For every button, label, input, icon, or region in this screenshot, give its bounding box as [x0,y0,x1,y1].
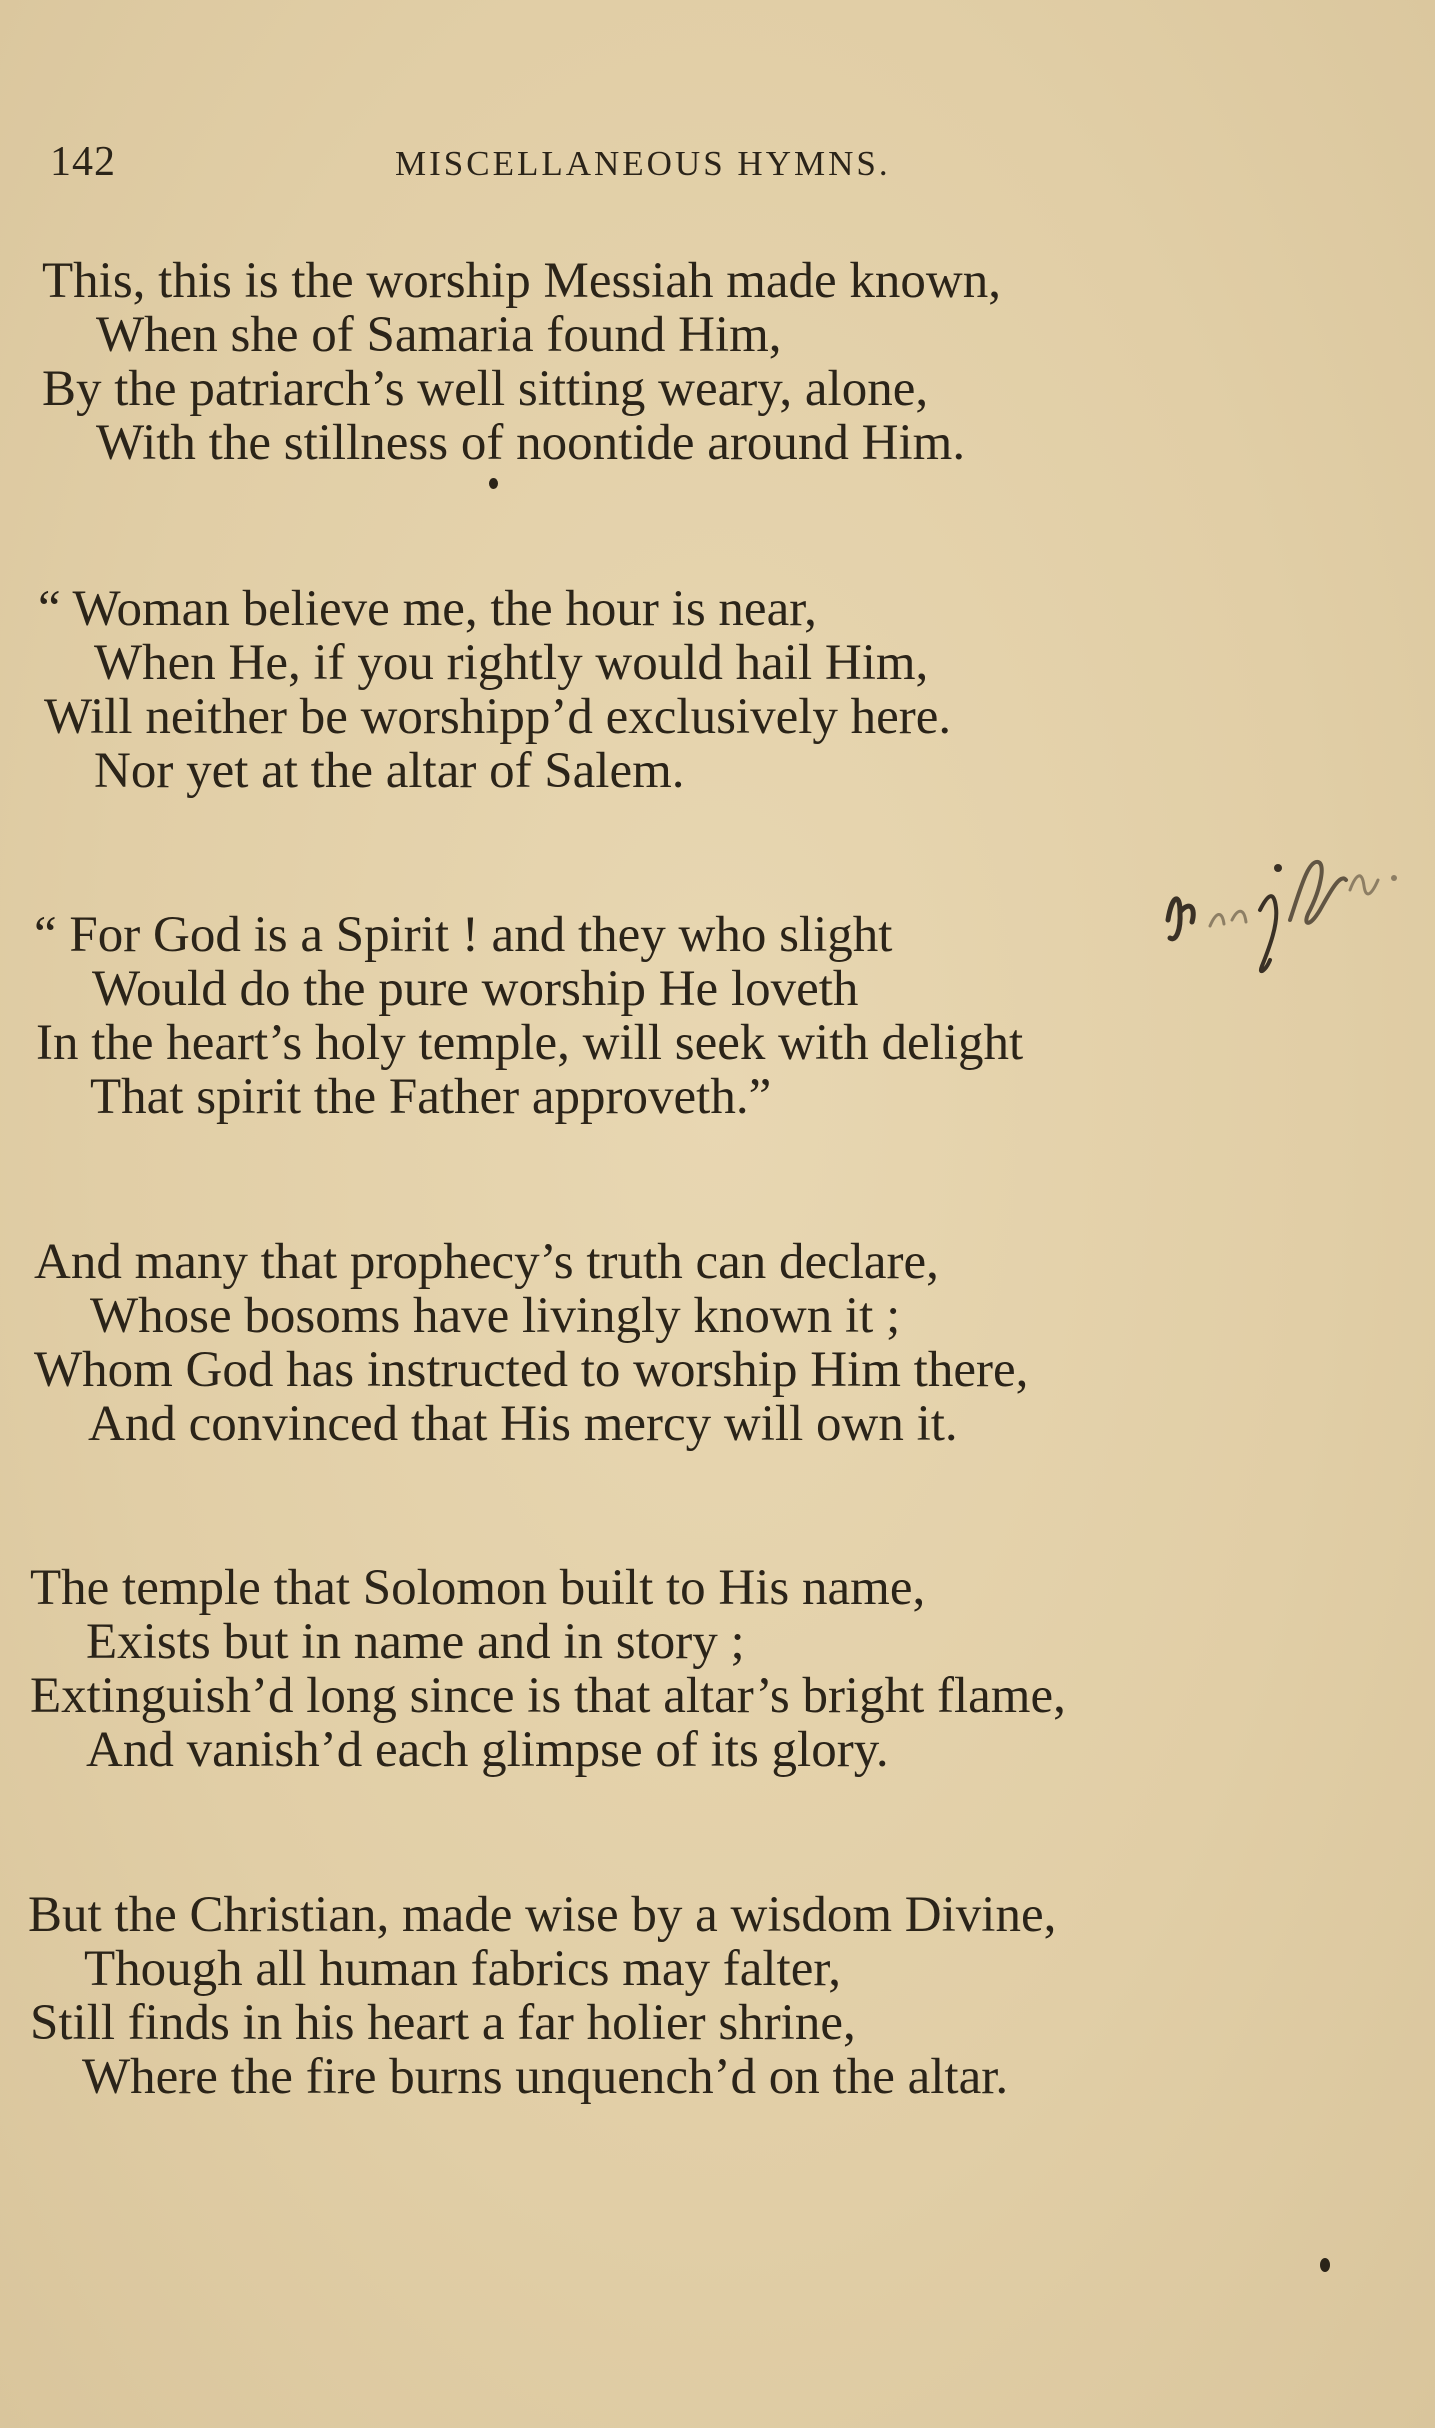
verse-line: Exists but in name and in story ; [86,1614,745,1670]
verse-line: “ Woman believe me, the hour is near, [38,581,817,637]
verse-line: In the heart’s holy temple, will seek with delight [36,1015,1024,1071]
ink-speck [1320,2258,1330,2272]
ink-speck [489,478,498,489]
handwritten-correction [1150,850,1435,1000]
verse-line: With the stillness of noontide around Him. [96,415,966,471]
verse-line: When He, if you rightly would hail Him, [94,635,929,691]
handwritten-correction-mark [1150,850,1435,1000]
verse-line: When she of Samaria found Him, [96,307,782,363]
verse-line: Though all human fabrics may falter, [84,1941,842,1997]
verse-line: Still finds in his heart a far holier shrine, [30,1995,856,2051]
verse-line: This, this is the worship Messiah made known, [42,253,1002,309]
page-number: 142 [50,139,116,185]
verse-line: The temple that Solomon built to His name, [30,1560,926,1616]
verse-line: “ For God is a Spirit ! and they who slight [34,907,893,963]
verse-line: And many that prophecy’s truth can declare, [34,1234,939,1290]
running-title: MISCELLANEOUS HYMNS. [395,144,891,183]
verse-line: Will neither be worshipp’d exclusively here. [44,689,952,745]
verse-line: Whose bosoms have livingly known it ; [90,1288,901,1344]
verse-line: Extinguish’d long since is that altar’s bright flame, [30,1668,1066,1724]
verse-line: But the Christian, made wise by a wisdom Divine, [28,1887,1057,1943]
verse-line: And vanish’d each glimpse of its glory. [86,1722,889,1778]
verse-line: Nor yet at the altar of Salem. [94,743,685,799]
running-head [50,138,1050,198]
verse-line: That spirit the Father approveth.” [90,1069,772,1125]
verse-line: And convinced that His mercy will own it. [88,1396,958,1452]
verse-line: By the patriarch’s well sitting weary, alone, [42,361,929,417]
verse-line: Where the fire burns unquench’d on the altar. [82,2049,1009,2105]
verse-line: Whom God has instructed to worship Him there, [34,1342,1029,1398]
verse-line: Would do the pure worship He loveth [92,961,859,1017]
